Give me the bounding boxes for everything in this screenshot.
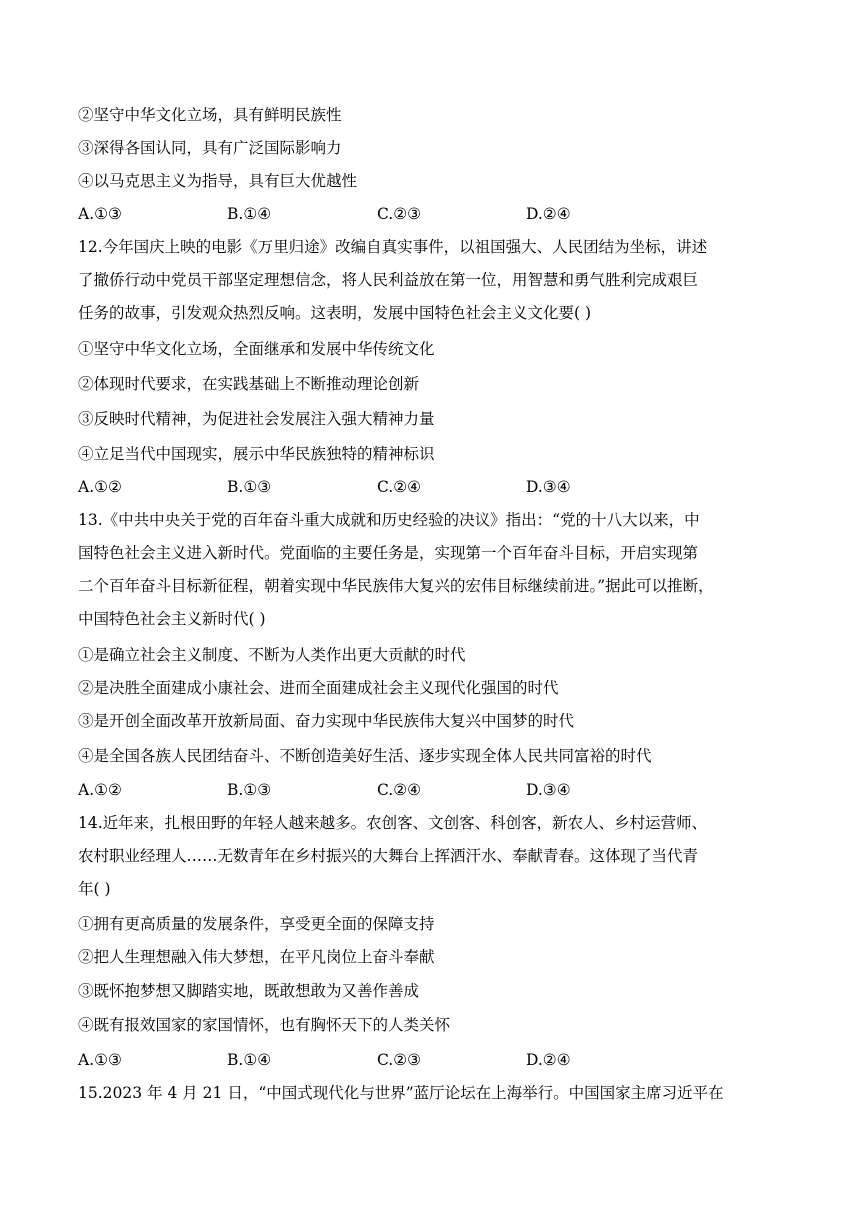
q15-stem-line-1: 15.2023 年 4 月 21 日，“中国式现代化与世界”蓝厅论坛在上海举行。中国国家主席习近平在 — [78, 1084, 724, 1102]
q14-stem-line-1: 14.近年来，扎根田野的年轻人越来越多。农创客、文创客、科创客，新农人、乡村运营师、 — [78, 814, 708, 832]
q11-choice-b: B.①④ — [227, 205, 272, 223]
q12-stem-line-3: 任务的故事，引发观众热烈反响。这表明，发展中国特色社会主义文化要( ) — [78, 304, 592, 322]
q12-stem-line-2: 了撤侨行动中党员干部坚定理想信念，将人民利益放在第一位，用智慧和勇气胜利完成艰巨 — [78, 271, 699, 289]
q14-stem-line-3: 年( ) — [78, 880, 111, 898]
q14-option-1: ①拥有更高质量的发展条件，享受更全面的保障支持 — [78, 915, 435, 933]
q13-option-4: ④是全国各族人民团结奋斗、不断创造美好生活、逐步实现全体人民共同富裕的时代 — [78, 747, 652, 765]
q13-option-2: ②是决胜全面建成小康社会、进而全面建成社会主义现代化强国的时代 — [78, 679, 559, 697]
q13-stem-line-1: 13.《中共中央关于党的百年奋斗重大成就和历史经验的决议》指出：“党的十八大以来，中 — [78, 511, 700, 529]
q12-option-3: ③反映时代精神，为促进社会发展注入强大精神力量 — [78, 410, 435, 428]
q13-choice-c: C.②④ — [377, 781, 422, 799]
q12-choice-c: C.②④ — [377, 478, 422, 496]
q13-stem-line-4: 中国特色社会主义新时代( ) — [78, 610, 266, 628]
q12-option-1: ①坚守中华文化立场，全面继承和发展中华传统文化 — [78, 340, 435, 358]
q14-choice-d: D.②④ — [526, 1051, 571, 1069]
q12-choice-a: A.①② — [78, 478, 122, 496]
q12-choice-d: D.③④ — [526, 478, 571, 496]
q14-option-2: ②把人生理想融入伟大梦想，在平凡岗位上奋斗奉献 — [78, 948, 435, 966]
q12-option-2: ②体现时代要求，在实践基础上不断推动理论创新 — [78, 375, 420, 393]
q14-choice-b: B.①④ — [227, 1051, 272, 1069]
q13-choice-d: D.③④ — [526, 781, 571, 799]
q14-choice-a: A.①③ — [78, 1051, 122, 1069]
q11-choice-a: A.①③ — [78, 205, 122, 223]
q11-choice-c: C.②③ — [377, 205, 422, 223]
q13-stem-line-2: 国特色社会主义进入新时代。党面临的主要任务是，实现第一个百年奋斗目标，开启实现第 — [78, 544, 699, 562]
q14-choice-c: C.②③ — [377, 1051, 422, 1069]
q12-stem-line-1: 12.今年国庆上映的电影《万里归途》改编自真实事件，以祖国强大、人民团结为坐标，讲述 — [78, 238, 708, 256]
q14-option-4: ④既有报效国家的家国情怀，也有胸怀天下的人类关怀 — [78, 1016, 451, 1034]
q11-option-2: ②坚守中华文化立场，具有鲜明民族性 — [78, 106, 342, 124]
q13-choice-a: A.①② — [78, 781, 122, 799]
q14-stem-line-2: 农村职业经理人……无数青年在乡村振兴的大舞台上挥洒汗水、奉献青春。这体现了当代青 — [78, 847, 699, 865]
q13-option-3: ③是开创全面改革开放新局面、奋力实现中华民族伟大复兴中国梦的时代 — [78, 712, 575, 730]
q14-option-3: ③既怀抱梦想又脚踏实地，既敢想敢为又善作善成 — [78, 982, 420, 1000]
q13-option-1: ①是确立社会主义制度、不断为人类作出更大贡献的时代 — [78, 646, 466, 664]
q12-option-4: ④立足当代中国现实，展示中华民族独特的精神标识 — [78, 445, 435, 463]
q13-stem-line-3: 二个百年奋斗目标新征程，朝着实现中华民族伟大复兴的宏伟目标继续前进。”据此可以推断， — [78, 577, 714, 595]
q11-option-3: ③深得各国认同，具有广泛国际影响力 — [78, 139, 342, 157]
q11-option-4: ④以马克思主义为指导，具有巨大优越性 — [78, 172, 358, 190]
q11-choice-d: D.②④ — [526, 205, 571, 223]
q12-choice-b: B.①③ — [227, 478, 272, 496]
q13-choice-b: B.①③ — [227, 781, 272, 799]
